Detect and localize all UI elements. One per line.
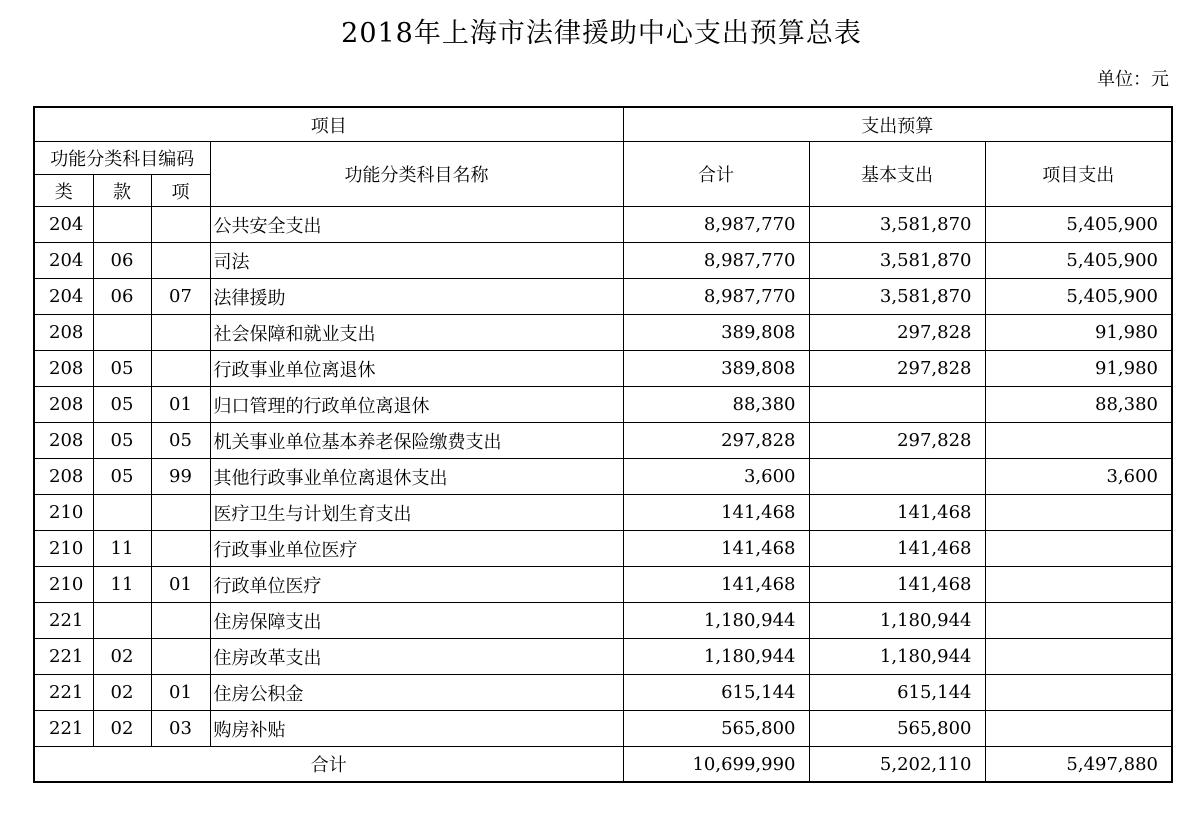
cell-total: 141,468	[623, 567, 809, 603]
header-project: 项目支出	[985, 142, 1172, 207]
header-kuan: 款	[93, 175, 151, 207]
cell-lei: 208	[34, 315, 93, 351]
header-item: 项目	[34, 107, 623, 142]
header-total: 合计	[623, 142, 809, 207]
cell-basic: 3,581,870	[809, 207, 985, 243]
cell-project	[985, 603, 1172, 639]
table-row	[34, 675, 1172, 711]
cell-basic: 3,581,870	[809, 279, 985, 315]
cell-name: 行政单位医疗	[210, 567, 623, 603]
cell-kuan: 02	[93, 711, 151, 747]
cell-xiang	[151, 531, 210, 567]
cell-project	[985, 531, 1172, 567]
cell-name: 住房保障支出	[210, 603, 623, 639]
cell-basic	[809, 459, 985, 495]
total-row	[34, 747, 1172, 783]
cell-total: 141,468	[623, 531, 809, 567]
table-row	[34, 243, 1172, 279]
cell-name: 机关事业单位基本养老保险缴费支出	[210, 423, 623, 459]
cell-project: 3,600	[985, 459, 1172, 495]
cell-lei: 204	[34, 243, 93, 279]
cell-name: 行政事业单位医疗	[210, 531, 623, 567]
cell-basic: 141,468	[809, 567, 985, 603]
cell-xiang: 07	[151, 279, 210, 315]
cell-lei: 208	[34, 459, 93, 495]
cell-total: 141,468	[623, 495, 809, 531]
cell-lei: 204	[34, 207, 93, 243]
cell-basic: 1,180,944	[809, 639, 985, 675]
cell-lei: 221	[34, 639, 93, 675]
cell-xiang: 05	[151, 423, 210, 459]
header-xiang: 项	[151, 175, 210, 207]
table-row	[34, 423, 1172, 459]
cell-basic	[809, 387, 985, 423]
cell-xiang: 99	[151, 459, 210, 495]
cell-kuan	[93, 315, 151, 351]
table-row	[34, 207, 1172, 243]
cell-project	[985, 639, 1172, 675]
total-basic: 5,202,110	[809, 747, 985, 783]
unit-label: 单位：元	[1097, 69, 1169, 90]
cell-project: 5,405,900	[985, 207, 1172, 243]
cell-total: 8,987,770	[623, 243, 809, 279]
cell-kuan: 06	[93, 243, 151, 279]
cell-project: 5,405,900	[985, 279, 1172, 315]
cell-project: 91,980	[985, 315, 1172, 351]
table-row	[34, 387, 1172, 423]
cell-kuan	[93, 495, 151, 531]
cell-name: 医疗卫生与计划生育支出	[210, 495, 623, 531]
cell-lei: 208	[34, 387, 93, 423]
cell-xiang	[151, 315, 210, 351]
cell-total: 389,808	[623, 315, 809, 351]
cell-lei: 208	[34, 423, 93, 459]
cell-basic: 3,581,870	[809, 243, 985, 279]
cell-xiang: 03	[151, 711, 210, 747]
cell-xiang	[151, 243, 210, 279]
cell-project	[985, 567, 1172, 603]
cell-kuan: 02	[93, 675, 151, 711]
cell-project: 88,380	[985, 387, 1172, 423]
cell-kuan: 11	[93, 531, 151, 567]
cell-lei: 221	[34, 711, 93, 747]
cell-basic: 141,468	[809, 495, 985, 531]
table-row	[34, 639, 1172, 675]
cell-project	[985, 711, 1172, 747]
header-code-group: 功能分类科目编码	[34, 142, 210, 175]
header-name: 功能分类科目名称	[210, 142, 623, 207]
cell-basic: 297,828	[809, 351, 985, 387]
table-row	[34, 459, 1172, 495]
cell-lei: 204	[34, 279, 93, 315]
cell-name: 法律援助	[210, 279, 623, 315]
cell-basic: 565,800	[809, 711, 985, 747]
cell-project	[985, 495, 1172, 531]
cell-xiang	[151, 603, 210, 639]
header-basic: 基本支出	[809, 142, 985, 207]
header-budget: 支出预算	[623, 107, 1172, 142]
cell-kuan	[93, 207, 151, 243]
cell-xiang	[151, 351, 210, 387]
table-row	[34, 603, 1172, 639]
total-sum: 10,699,990	[623, 747, 809, 783]
cell-basic: 141,468	[809, 531, 985, 567]
table-row	[34, 531, 1172, 567]
cell-xiang	[151, 495, 210, 531]
cell-basic: 1,180,944	[809, 603, 985, 639]
cell-name: 行政事业单位离退休	[210, 351, 623, 387]
cell-total: 8,987,770	[623, 207, 809, 243]
cell-total: 88,380	[623, 387, 809, 423]
cell-total: 1,180,944	[623, 603, 809, 639]
cell-project	[985, 675, 1172, 711]
cell-project	[985, 423, 1172, 459]
budget-table	[33, 106, 1173, 783]
cell-kuan: 06	[93, 279, 151, 315]
cell-name: 住房公积金	[210, 675, 623, 711]
table-row	[34, 711, 1172, 747]
cell-lei: 221	[34, 675, 93, 711]
cell-lei: 210	[34, 495, 93, 531]
cell-kuan: 05	[93, 423, 151, 459]
cell-xiang	[151, 207, 210, 243]
cell-total: 8,987,770	[623, 279, 809, 315]
cell-basic: 615,144	[809, 675, 985, 711]
cell-lei: 208	[34, 351, 93, 387]
table-row	[34, 567, 1172, 603]
cell-name: 住房改革支出	[210, 639, 623, 675]
cell-name: 社会保障和就业支出	[210, 315, 623, 351]
cell-total: 389,808	[623, 351, 809, 387]
cell-total: 565,800	[623, 711, 809, 747]
table-row	[34, 351, 1172, 387]
cell-kuan	[93, 603, 151, 639]
table-row	[34, 495, 1172, 531]
header-lei: 类	[34, 175, 93, 207]
cell-total: 1,180,944	[623, 639, 809, 675]
cell-kuan: 05	[93, 351, 151, 387]
cell-kuan: 02	[93, 639, 151, 675]
cell-total: 615,144	[623, 675, 809, 711]
table-row	[34, 315, 1172, 351]
cell-xiang	[151, 639, 210, 675]
cell-project: 91,980	[985, 351, 1172, 387]
page-title: 2018年上海市法律援助中心支出预算总表	[341, 18, 862, 49]
total-label: 合计	[34, 747, 623, 783]
table-row	[34, 279, 1172, 315]
cell-name: 购房补贴	[210, 711, 623, 747]
cell-name: 公共安全支出	[210, 207, 623, 243]
cell-name: 司法	[210, 243, 623, 279]
header-row-2	[34, 142, 1172, 175]
cell-lei: 221	[34, 603, 93, 639]
cell-kuan: 11	[93, 567, 151, 603]
cell-project: 5,405,900	[985, 243, 1172, 279]
cell-xiang: 01	[151, 567, 210, 603]
cell-lei: 210	[34, 531, 93, 567]
header-row-1	[34, 107, 1172, 142]
cell-kuan: 05	[93, 459, 151, 495]
cell-lei: 210	[34, 567, 93, 603]
cell-basic: 297,828	[809, 315, 985, 351]
cell-basic: 297,828	[809, 423, 985, 459]
cell-total: 3,600	[623, 459, 809, 495]
cell-name: 归口管理的行政单位离退休	[210, 387, 623, 423]
total-project: 5,497,880	[985, 747, 1172, 783]
cell-xiang: 01	[151, 675, 210, 711]
cell-kuan: 05	[93, 387, 151, 423]
cell-name: 其他行政事业单位离退休支出	[210, 459, 623, 495]
cell-total: 297,828	[623, 423, 809, 459]
cell-xiang: 01	[151, 387, 210, 423]
